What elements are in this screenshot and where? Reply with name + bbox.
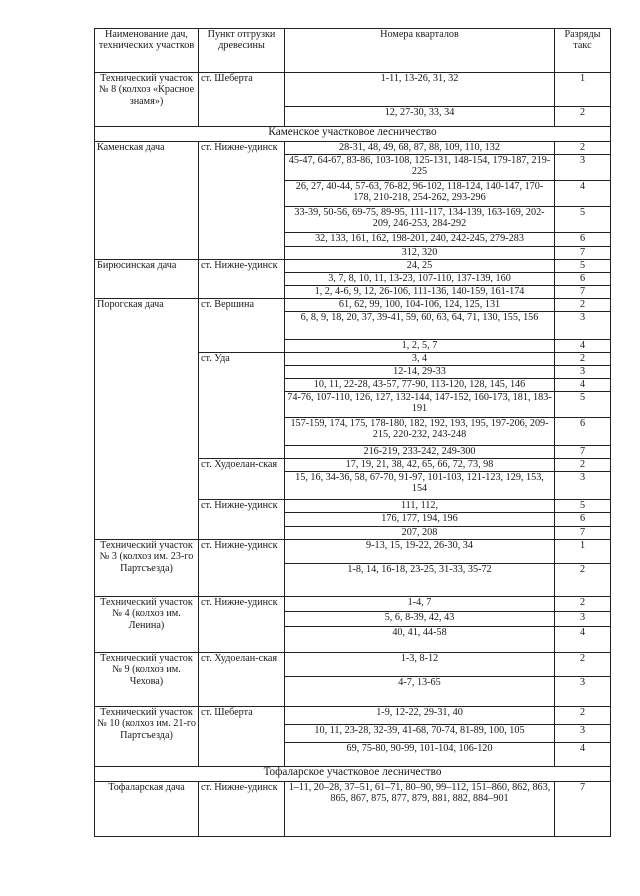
table-row: [95, 540, 611, 564]
cell-name: Технический участок № 4 (колхоз им. Ленина): [95, 597, 199, 653]
cell-quarters: 1-11, 13-26, 31, 32: [285, 73, 555, 107]
cell-point: ст. Нижне-удинск: [199, 500, 285, 540]
table-row: [95, 597, 611, 612]
cell-category: 7: [555, 446, 611, 459]
cell-category: 1: [555, 540, 611, 564]
cell-quarters: 1-8, 14, 16-18, 23-25, 31-33, 35-72: [285, 564, 555, 597]
cell-quarters: 10, 11, 23-28, 32-39, 41-68, 70-74, 81-89, 100, 105: [285, 725, 555, 743]
cell-quarters: 12-14, 29-33: [285, 366, 555, 379]
cell-name: Порогская дача: [95, 299, 199, 540]
cell-quarters: 28-31, 48, 49, 68, 87, 88, 109, 110, 132: [285, 142, 555, 155]
cell-category: 2: [555, 142, 611, 155]
cell-quarters: 111, 112,: [285, 500, 555, 513]
cell-category: 4: [555, 379, 611, 392]
cell-quarters: 32, 133, 161, 162, 198-201, 240, 242-245, 279-283: [285, 233, 555, 247]
cell-point: ст. Уда: [199, 353, 285, 459]
cell-category: 6: [555, 418, 611, 446]
cell-quarters: 176, 177, 194, 196: [285, 513, 555, 527]
cell-category: 3: [555, 725, 611, 743]
cell-quarters: 6, 8, 9, 18, 20, 37, 39-41, 59, 60, 63, 64, 71, 130, 155, 156: [285, 312, 555, 340]
header-category: Разряды такс: [555, 29, 611, 73]
cell-name: Тофаларская дача: [95, 782, 199, 837]
cell-category: 7: [555, 286, 611, 299]
cell-category: 4: [555, 743, 611, 767]
cell-category: 5: [555, 500, 611, 513]
cell-category: 2: [555, 653, 611, 677]
table-row: [95, 782, 611, 837]
cell-point: ст. Худоелан-ская: [199, 459, 285, 500]
header-quarters: Номера кварталов: [285, 29, 555, 73]
header-row: [95, 29, 611, 73]
section-title: Каменское участковое лесничество: [95, 127, 611, 142]
cell-quarters: 157-159, 174, 175, 178-180, 182, 192, 193, 195, 197-206, 209-215, 220-232, 243-248: [285, 418, 555, 446]
cell-quarters: 312, 320: [285, 247, 555, 260]
cell-category: 2: [555, 707, 611, 725]
cell-category: 7: [555, 527, 611, 540]
cell-quarters: 216-219, 233-242, 249-300: [285, 446, 555, 459]
cell-category: 1: [555, 73, 611, 107]
cell-point: ст. Нижне-удинск: [199, 142, 285, 260]
cell-point: ст. Нижне-удинск: [199, 782, 285, 837]
cell-category: 3: [555, 155, 611, 181]
cell-category: 7: [555, 247, 611, 260]
cell-category: 4: [555, 181, 611, 207]
cell-category: 5: [555, 207, 611, 233]
cell-category: 3: [555, 612, 611, 627]
table-row: [95, 142, 611, 155]
cell-quarters: 1-3, 8-12: [285, 653, 555, 677]
section-title: Тофаларское участковое лесничество: [95, 767, 611, 782]
cell-category: 2: [555, 459, 611, 472]
cell-quarters: 12, 27-30, 33, 34: [285, 107, 555, 127]
header-point: Пункт отгрузки древесины: [199, 29, 285, 73]
cell-point: ст. Вершина: [199, 299, 285, 353]
cell-category: 2: [555, 564, 611, 597]
cell-quarters: 45-47, 64-67, 83-86, 103-108, 125-131, 148-154, 179-187, 219-225: [285, 155, 555, 181]
section-row: [95, 767, 611, 782]
cell-category: 6: [555, 513, 611, 527]
cell-category: 6: [555, 233, 611, 247]
cell-quarters: 17, 19, 21, 38, 42, 65, 66, 72, 73, 98: [285, 459, 555, 472]
cell-category: 2: [555, 597, 611, 612]
cell-name: Технический участок № 10 (колхоз им. 21-го Партсъезда): [95, 707, 199, 767]
cell-quarters: 10, 11, 22-28, 43-57, 77-90, 113-120, 128, 145, 146: [285, 379, 555, 392]
cell-category: 3: [555, 366, 611, 379]
cell-point: ст. Худоелан-ская: [199, 653, 285, 707]
cell-name: Технический участок № 8 (колхоз «Красное знамя»): [95, 73, 199, 127]
cell-quarters: 1–11, 20–28, 37–51, 61–71, 80–90, 99–112, 151–860, 862, 863, 865, 867, 875, 877, 879, 881, 882, 884–901: [285, 782, 555, 837]
table-body: [95, 73, 611, 837]
cell-quarters: 1, 2, 5, 7: [285, 340, 555, 353]
table-row: [95, 299, 611, 312]
cell-category: 3: [555, 677, 611, 707]
cell-quarters: 24, 25: [285, 260, 555, 273]
cell-category: 6: [555, 273, 611, 286]
cell-name: Каменская дача: [95, 142, 199, 260]
table-row: [95, 73, 611, 107]
cell-category: 4: [555, 627, 611, 653]
cell-point: ст. Шеберта: [199, 707, 285, 767]
cell-quarters: 74-76, 107-110, 126, 127, 132-144, 147-152, 160-173, 181, 183-191: [285, 392, 555, 418]
cell-quarters: 9-13, 15, 19-22, 26-30, 34: [285, 540, 555, 564]
quarters-table: [94, 28, 611, 837]
section-row: [95, 127, 611, 142]
cell-quarters: 15, 16, 34-36, 58, 67-70, 91-97, 101-103, 121-123, 129, 153, 154: [285, 472, 555, 500]
table-row: [95, 653, 611, 677]
cell-name: Технический участок № 3 (колхоз им. 23-го Партсъезда): [95, 540, 199, 597]
cell-category: 3: [555, 472, 611, 500]
cell-category: 4: [555, 340, 611, 353]
cell-category: 5: [555, 392, 611, 418]
cell-point: ст. Нижне-удинск: [199, 540, 285, 597]
cell-quarters: 207, 208: [285, 527, 555, 540]
cell-name: Бирюсинская дача: [95, 260, 199, 299]
cell-category: 5: [555, 260, 611, 273]
cell-quarters: 3, 7, 8, 10, 11, 13-23, 107-110, 137-139, 160: [285, 273, 555, 286]
cell-quarters: 5, 6, 8-39, 42, 43: [285, 612, 555, 627]
cell-category: 3: [555, 312, 611, 340]
table-row: [95, 260, 611, 273]
cell-quarters: 3, 4: [285, 353, 555, 366]
cell-point: ст. Нижне-удинск: [199, 260, 285, 299]
cell-quarters: 1-9, 12-22, 29-31, 40: [285, 707, 555, 725]
cell-category: 2: [555, 353, 611, 366]
cell-quarters: 40, 41, 44-58: [285, 627, 555, 653]
cell-point: ст. Шеберта: [199, 73, 285, 127]
cell-quarters: 33-39, 50-56, 69-75, 89-95, 111-117, 134-139, 163-169, 202-209, 246-253, 284-292: [285, 207, 555, 233]
cell-quarters: 26, 27, 40-44, 57-63, 76-82, 96-102, 118-124, 140-147, 170-178, 210-218, 254-262, 293-296: [285, 181, 555, 207]
cell-quarters: 1-4, 7: [285, 597, 555, 612]
cell-quarters: 69, 75-80, 90-99, 101-104, 106-120: [285, 743, 555, 767]
cell-quarters: 1, 2, 4-6, 9, 12, 26-106, 111-136, 140-159, 161-174: [285, 286, 555, 299]
table-row: [95, 707, 611, 725]
header-name: Наименование дач, технических участков: [95, 29, 199, 73]
cell-category: 2: [555, 107, 611, 127]
cell-quarters: 61, 62, 99, 100, 104-106, 124, 125, 131: [285, 299, 555, 312]
cell-quarters: 4-7, 13-65: [285, 677, 555, 707]
cell-category: 2: [555, 299, 611, 312]
cell-category: 7: [555, 782, 611, 837]
cell-name: Технический участок № 9 (колхоз им. Чехова): [95, 653, 199, 707]
cell-point: ст. Нижне-удинск: [199, 597, 285, 653]
